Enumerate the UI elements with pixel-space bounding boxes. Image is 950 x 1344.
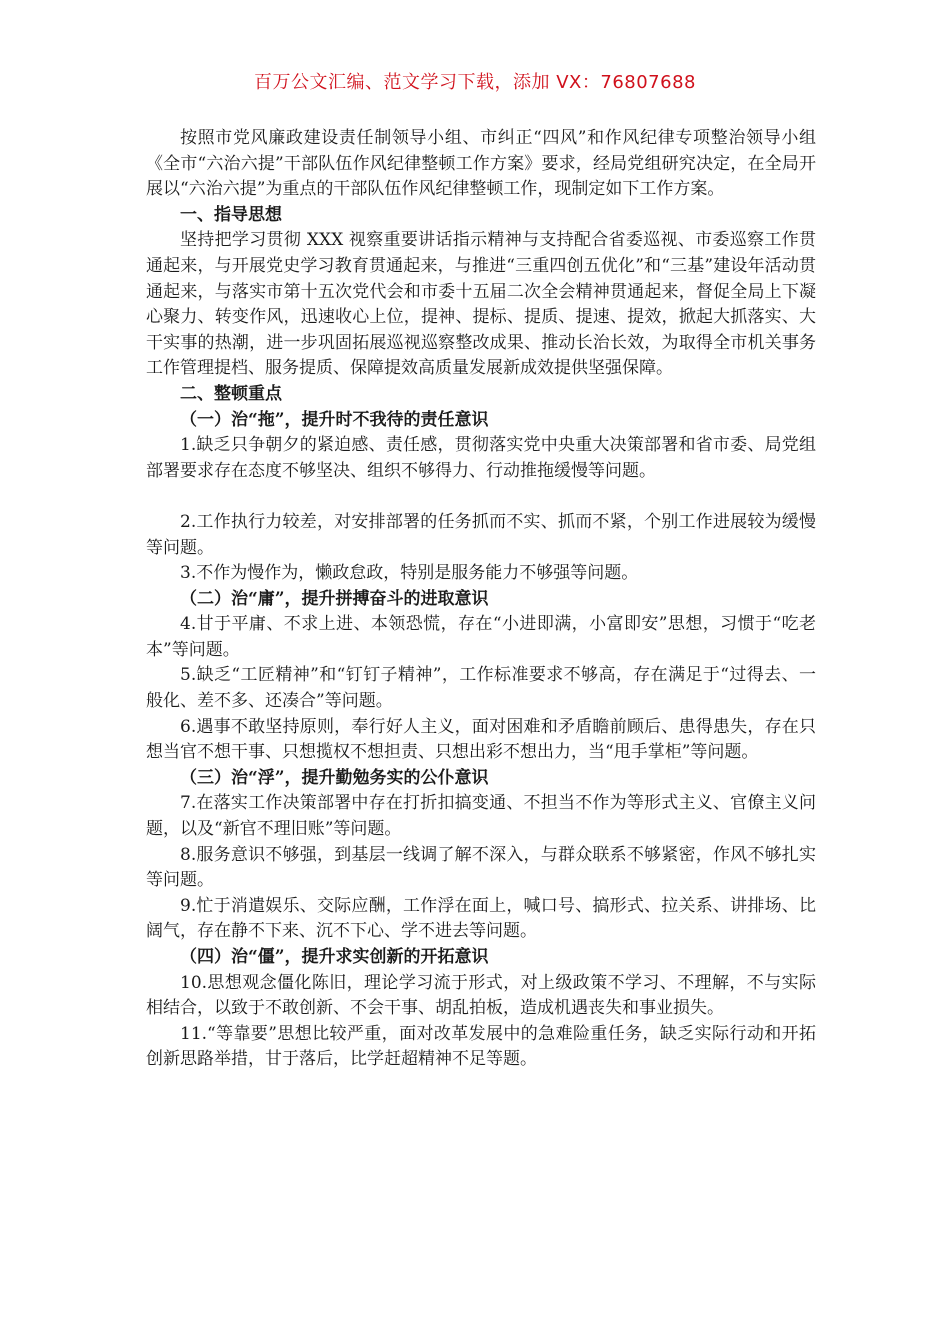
section-heading-rectification-focus: 二、整顿重点 xyxy=(180,383,282,404)
subsection-heading-1: （一）治“拖”，提升时不我待的责任意识 xyxy=(180,409,489,430)
list-item: 6.遇事不敢坚持原则，奉行好人主义，面对困难和矛盾瞻前顾后、患得患失，存在只想当官不想干事、只想揽权不想担责、只想出彩不想出力，当“甩手掌柜”等问题。 xyxy=(146,716,816,763)
list-item: 5.缺乏“工匠精神”和“钉钉子精神”，工作标准要求不够高，存在满足于“过得去、一般化、差不多、还凑合”等问题。 xyxy=(146,665,816,712)
list-item: 9.忙于消遣娱乐、交际应酬，工作浮在面上，喊口号、搞形式、拉关系、讲排场、比阔气，存在静不下来、沉不下心、学不进去等问题。 xyxy=(146,895,816,942)
list-item: 2.工作执行力较差，对安排部署的任务抓而不实、抓而不紧，个别工作进展较为缓慢等问题。 xyxy=(146,511,816,558)
document-body xyxy=(146,126,816,1073)
subsection-heading-2: （二）治“庸”，提升拼搏奋斗的进取意识 xyxy=(180,588,489,609)
subsection-heading-3: （三）治“浮”，提升勤勉务实的公仆意识 xyxy=(180,767,489,788)
section-heading-guiding-ideology: 一、指导思想 xyxy=(180,204,282,225)
guiding-ideology-paragraph: 坚持把学习贯彻 XXX 视察重要讲话指示精神与支持配合省委巡视、市委巡察工作贯通起来，与开展党史学习教育贯通起来，与推进“三重四创五优化”和“三基”建设年活动贯通起来，与落实市第十五次党代会和市委十五届二次全会精神贯通起来，督促全局上下凝心聚力、转变作风，迅速收心上位，提神、提标、提质、提速、提效，掀起大抓落实、大干实事的热潮，进一步巩固拓展巡视巡察整改成果、推动长治长效，为取得全市机关事务工作管理提档、服务提质、保障提效高质量发展新成效提供坚强保障。 xyxy=(146,230,816,379)
header-banner: 百万公文汇编、范文学习下载，添加 VX：76807688 xyxy=(254,72,696,93)
paragraph-gap xyxy=(146,484,816,510)
list-item: 4.甘于平庸、不求上进、本领恐慌，存在“小进即满，小富即安”思想，习惯于“吃老本”等问题。 xyxy=(146,614,816,660)
list-item: 1.缺乏只争朝夕的紧迫感、责任感，贯彻落实党中央重大决策部署和省市委、局党组部署要求存在态度不够坚决、组织不够得力、行动推拖缓慢等问题。 xyxy=(146,435,816,481)
list-item: 3.不作为慢作为，懒政怠政，特别是服务能力不够强等问题。 xyxy=(180,563,639,584)
list-item: 8.服务意识不够强，到基层一线调了解不深入，与群众联系不够紧密，作风不够扎实等问题。 xyxy=(146,844,816,891)
intro-paragraph: 按照市党风廉政建设责任制领导小组、市纠正“四风”和作风纪律专项整治领导小组《全市“六治六提”干部队伍作风纪律整顿工作方案》要求，经局党组研究决定，在全局开展以“六治六提”为重点的干部队伍作风纪律整顿工作，现制定如下工作方案。 xyxy=(146,128,816,200)
list-item: 7.在落实工作决策部署中存在打折扣搞变通、不担当不作为等形式主义、官僚主义问题，以及“新官不理旧账”等问题。 xyxy=(146,793,816,840)
subsection-heading-4: （四）治“僵”，提升求实创新的开拓意识 xyxy=(180,947,489,967)
list-item: 10.思想观念僵化陈旧，理论学习流于形式，对上级政策不学习、不理解，不与实际相结合，以致于不敢创新、不会干事、胡乱拍板，造成机遇丧失和事业损失。 xyxy=(146,972,816,1019)
list-item: 11.“等靠要”思想比较严重，面对改革发展中的急难险重任务，缺乏实际行动和开拓创新思路举措，甘于落后，比学赶超精神不足等题。 xyxy=(146,1023,816,1070)
